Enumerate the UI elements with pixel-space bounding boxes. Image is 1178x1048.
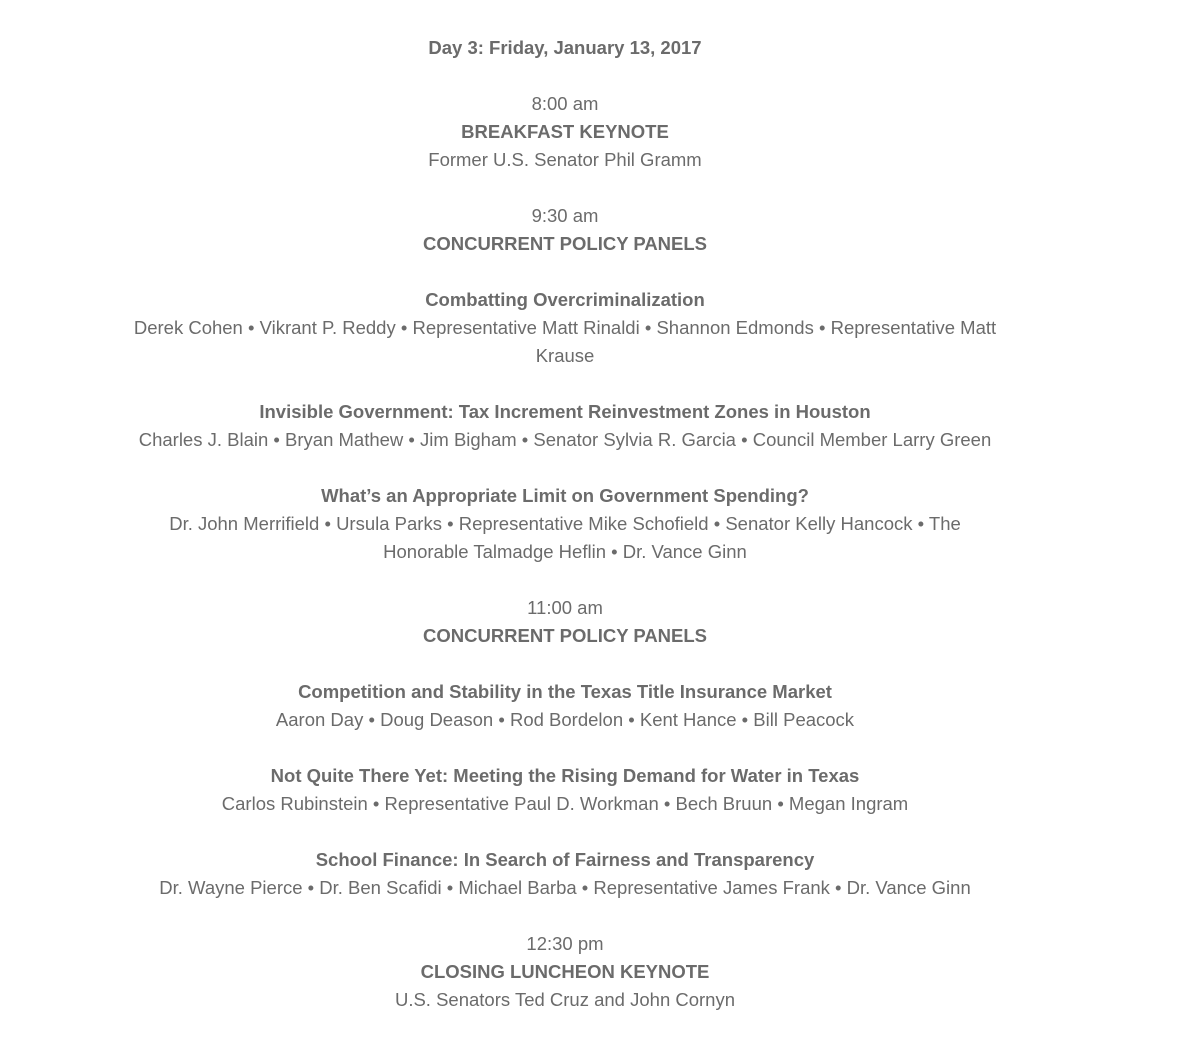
- panel-title: Competition and Stability in the Texas Title Insurance Market: [298, 681, 832, 702]
- panel-speakers: Dr. John Merrifield • Ursula Parks • Representative Mike Schofield • Senator Kelly Hancock • The Honorable Talmadge Heflin • Dr. Vance Ginn: [169, 513, 961, 562]
- panel-title: Not Quite There Yet: Meeting the Rising Demand for Water in Texas: [270, 765, 860, 786]
- session-time: 11:00 am: [527, 597, 603, 618]
- session-title: BREAKFAST KEYNOTE: [461, 121, 669, 142]
- panel-title: School Finance: In Search of Fairness and Transparency: [315, 849, 815, 870]
- agenda-column: [0, 34, 1130, 1014]
- panel-speakers: Charles J. Blain • Bryan Mathew • Jim Bigham • Senator Sylvia R. Garcia • Council Member Larry Green: [138, 429, 992, 450]
- session-speaker: U.S. Senators Ted Cruz and John Cornyn: [394, 989, 736, 1010]
- panel-title: What’s an Appropriate Limit on Government Spending?: [321, 485, 809, 506]
- session-time: 9:30 am: [531, 205, 599, 226]
- panel-title: Combatting Overcriminalization: [425, 289, 705, 310]
- panel-speakers: Derek Cohen • Vikrant P. Reddy • Representative Matt Rinaldi • Shannon Edmonds • Representative Matt Krause: [133, 317, 997, 366]
- session-title: CONCURRENT POLICY PANELS: [422, 233, 708, 254]
- session-speaker: Former U.S. Senator Phil Gramm: [428, 149, 702, 170]
- panel-title: Invisible Government: Tax Increment Reinvestment Zones in Houston: [259, 401, 871, 422]
- session-time: 12:30 pm: [526, 933, 604, 954]
- session-title: CONCURRENT POLICY PANELS: [422, 625, 708, 646]
- session-time: 8:00 am: [531, 93, 599, 114]
- day-heading: Day 3: Friday, January 13, 2017: [428, 37, 702, 58]
- panel-speakers: Carlos Rubinstein • Representative Paul D. Workman • Bech Bruun • Megan Ingram: [221, 793, 909, 814]
- session-title: CLOSING LUNCHEON KEYNOTE: [420, 961, 710, 982]
- panel-speakers: Aaron Day • Doug Deason • Rod Bordelon • Kent Hance • Bill Peacock: [275, 709, 855, 730]
- panel-speakers: Dr. Wayne Pierce • Dr. Ben Scafidi • Michael Barba • Representative James Frank • Dr. Vance Ginn: [159, 877, 971, 898]
